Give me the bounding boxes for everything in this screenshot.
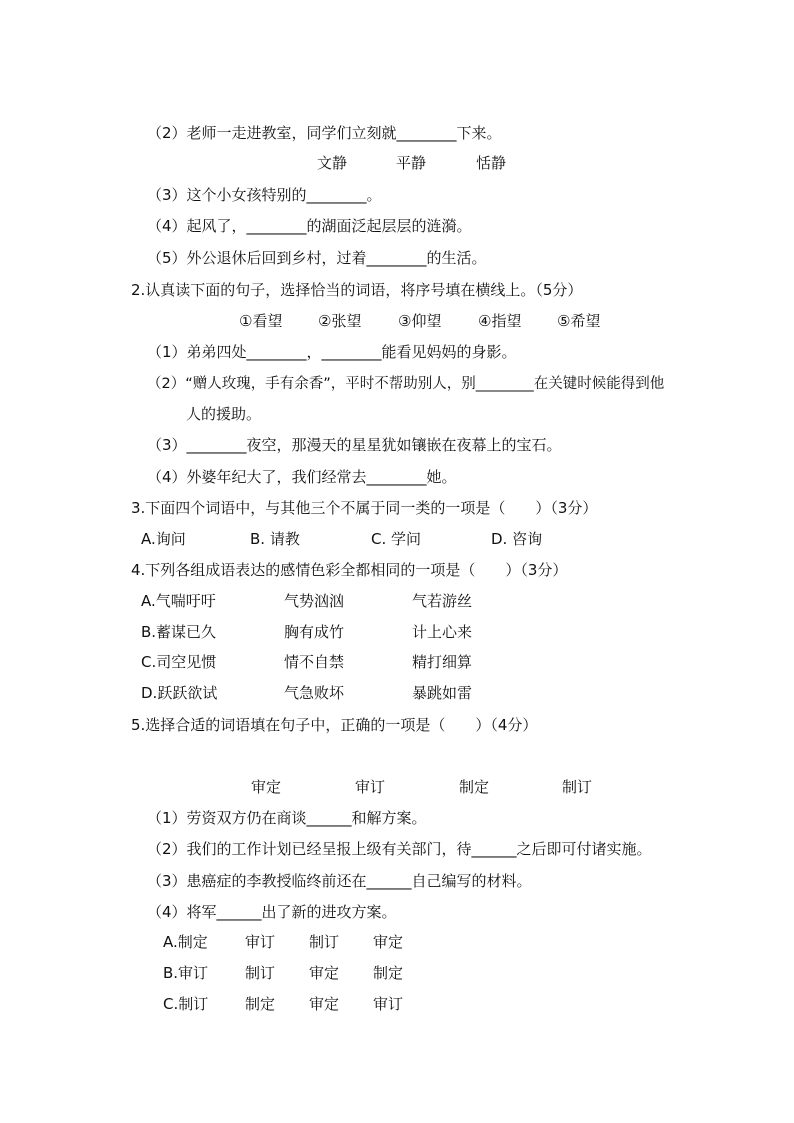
q2-item-4: （4）外婆年纪大了，我们经常去________她。 bbox=[147, 468, 457, 486]
q2-item-1: （1）弟弟四处________，________能看见妈妈的身影。 bbox=[147, 343, 517, 361]
q5-item-2: （2）我们的工作计划已经呈报上级有关部门，待______之后即可付诸实施。 bbox=[147, 840, 652, 858]
q2-item-2: （2）“赠人玫瑰，手有余香”，平时不帮助别人，别________在关键时候能得到他 bbox=[147, 376, 665, 392]
question-4-stem: 4.下列各组成语表达的感情色彩全都相同的一项是（ ）（3分） bbox=[131, 561, 568, 579]
s1-q5: （5）外公退休后回到乡村，过着________的生活。 bbox=[147, 249, 487, 267]
idiom: B.蓄谋已久 bbox=[141, 623, 217, 641]
option-c: C. 学问 bbox=[371, 530, 422, 548]
idiom: 胸有成竹 bbox=[284, 623, 345, 641]
idiom: C.司空见惯 bbox=[141, 653, 217, 671]
option-b: B. 请教 bbox=[250, 530, 300, 548]
option-word: A.制定 bbox=[163, 933, 208, 951]
q2-item-3: （3）________夜空，那漫天的星星犹如镶嵌在夜幕上的宝石。 bbox=[147, 436, 562, 454]
idiom: 计上心来 bbox=[412, 623, 473, 641]
idiom: 情不自禁 bbox=[284, 653, 345, 671]
word-option: ③仰望 bbox=[398, 312, 442, 330]
word-option: 平静 bbox=[396, 154, 427, 172]
option-word: 制定 bbox=[245, 995, 276, 1013]
word-option: ④指望 bbox=[478, 312, 522, 330]
s1-q2: （2）老师一走进教室，同学们立刻就________下来。 bbox=[147, 124, 502, 142]
option-word: C.制订 bbox=[163, 995, 209, 1013]
q5-item-3: （3）患癌症的李教授临终前还在______自己编写的材料。 bbox=[147, 872, 532, 890]
word-option: 审订 bbox=[355, 778, 386, 796]
option-word: 审订 bbox=[373, 995, 404, 1013]
q2-item-2-cont: 人的援助。 bbox=[186, 405, 262, 423]
option-word: 制订 bbox=[309, 933, 340, 951]
idiom: A.气喘吁吁 bbox=[141, 592, 216, 610]
word-option: 恬静 bbox=[476, 154, 507, 172]
option-word: 制定 bbox=[373, 964, 404, 982]
option-a: A.询问 bbox=[141, 530, 186, 548]
word-option: ②张望 bbox=[318, 312, 362, 330]
option-word: 审定 bbox=[309, 995, 340, 1013]
option-d: D. 咨询 bbox=[491, 530, 543, 548]
s1-q4: （4）起风了，________的湖面泛起层层的涟漪。 bbox=[147, 217, 472, 235]
option-word: 审定 bbox=[373, 933, 404, 951]
q5-item-1: （1）劳资双方仍在商谈______和解方案。 bbox=[147, 809, 427, 827]
idiom: D.跃跃欲试 bbox=[141, 684, 218, 702]
question-5-stem: 5.选择合适的词语填在句子中，正确的一项是（ ）（4分） bbox=[131, 716, 538, 734]
s1-q3: （3）这个小女孩特别的________。 bbox=[147, 186, 382, 204]
question-3-stem: 3.下面四个词语中，与其他三个不属于同一类的一项是（ ）（3分） bbox=[131, 499, 598, 517]
option-word: B.审订 bbox=[163, 964, 209, 982]
word-option: ①看望 bbox=[239, 312, 283, 330]
option-word: 审定 bbox=[309, 964, 340, 982]
idiom: 气急败坏 bbox=[284, 684, 345, 702]
word-option: 文静 bbox=[317, 154, 348, 172]
idiom: 精打细算 bbox=[412, 653, 473, 671]
question-2-stem: 2.认真读下面的句子，选择恰当的词语，将序号填在横线上。（5分） bbox=[131, 281, 583, 299]
word-option: 审定 bbox=[251, 778, 282, 796]
idiom: 暴跳如雷 bbox=[412, 684, 473, 702]
option-word: 制订 bbox=[245, 964, 276, 982]
word-option: ⑤希望 bbox=[557, 312, 601, 330]
idiom: 气势汹汹 bbox=[284, 592, 345, 610]
q5-option-row bbox=[0, 994, 794, 1094]
q2-word-bank bbox=[0, 311, 794, 431]
option-word: 审订 bbox=[245, 933, 276, 951]
idiom: 气若游丝 bbox=[412, 592, 473, 610]
word-option: 制订 bbox=[562, 778, 593, 796]
q5-item-4: （4）将军______出了新的进攻方案。 bbox=[147, 903, 397, 921]
word-option: 制定 bbox=[459, 778, 490, 796]
